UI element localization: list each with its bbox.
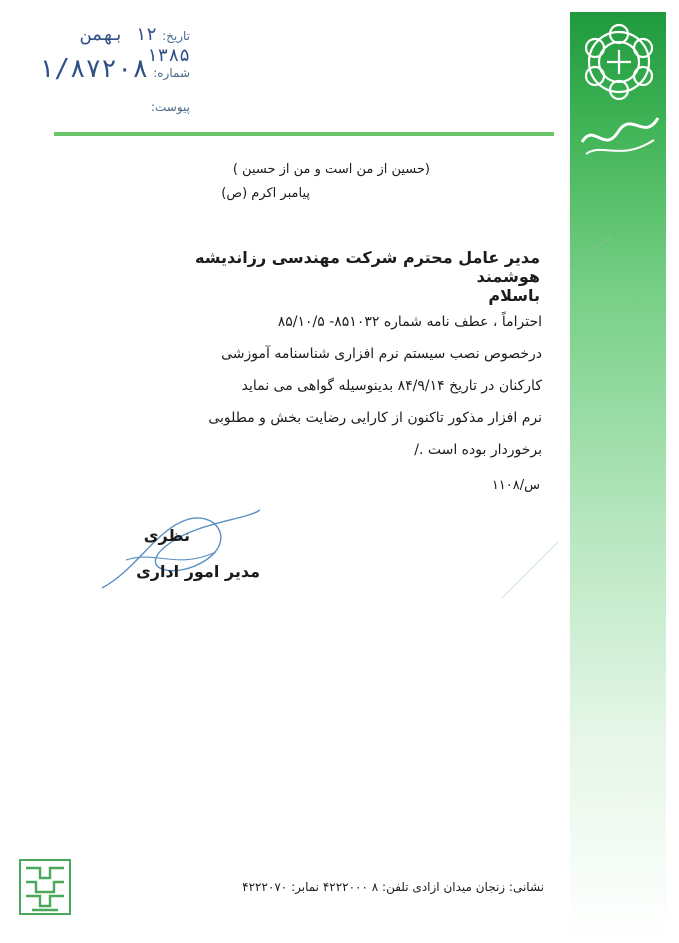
body-line: درخصوص نصب سیستم نرم افزاری شناسنامه آموزشی [221, 346, 542, 362]
number-label: شماره: [153, 66, 190, 80]
date-value: ۱۲ بهمن ۱۳۸۵ [81, 24, 190, 66]
attachment-label: پیوست: [150, 100, 190, 114]
signature-scribble-icon [96, 500, 266, 600]
signer-title: مدیر امور اداری [136, 562, 260, 581]
date-label: تاریخ: [162, 29, 190, 43]
footer-pattern-logo-icon [18, 858, 72, 916]
margin-line-icon [500, 540, 560, 600]
body-line: برخوردار بوده است ./ [414, 442, 542, 458]
body-line: کارکنان در تاریخ ۸۴/۹/۱۴ بدینوسیله گواهی می نماید [241, 378, 542, 394]
quote-line-2: پیامبر اکرم (ص) [221, 186, 310, 201]
margin-line-icon [566, 230, 616, 270]
attachment-row [30, 96, 190, 115]
greeting: باسلام [488, 286, 540, 305]
body-line: نرم افزار مذکور تاکنون از کارایی رضایت بخش و مطلوبی [208, 410, 542, 426]
municipality-emblem-icon [574, 14, 664, 164]
reference-number: س/۱۱۰۸ [491, 478, 540, 493]
header-divider [54, 132, 554, 136]
letter-body [110, 306, 542, 466]
body-line: احتراماً ، عطف نامه شماره ۸۵۱۰۳۲- ۸۵/۱۰/۵ [277, 314, 542, 330]
footer-address: نشانی: زنجان میدان ازادی تلفن: ۸ ۴۲۲۲۰۰۰ نمابر: ۴۲۲۲۰۷۰ [110, 880, 544, 894]
quote-line-1: (حسین از من است و من از حسین ) [232, 162, 430, 177]
number-row [30, 54, 190, 84]
recipient-title: مدیر عامل محترم شرکت مهندسی رزاندیشه هوشمند [195, 248, 540, 286]
number-value: ۱/۸۷۲۰۸ [38, 54, 149, 84]
signer-name: نظری [143, 526, 190, 545]
